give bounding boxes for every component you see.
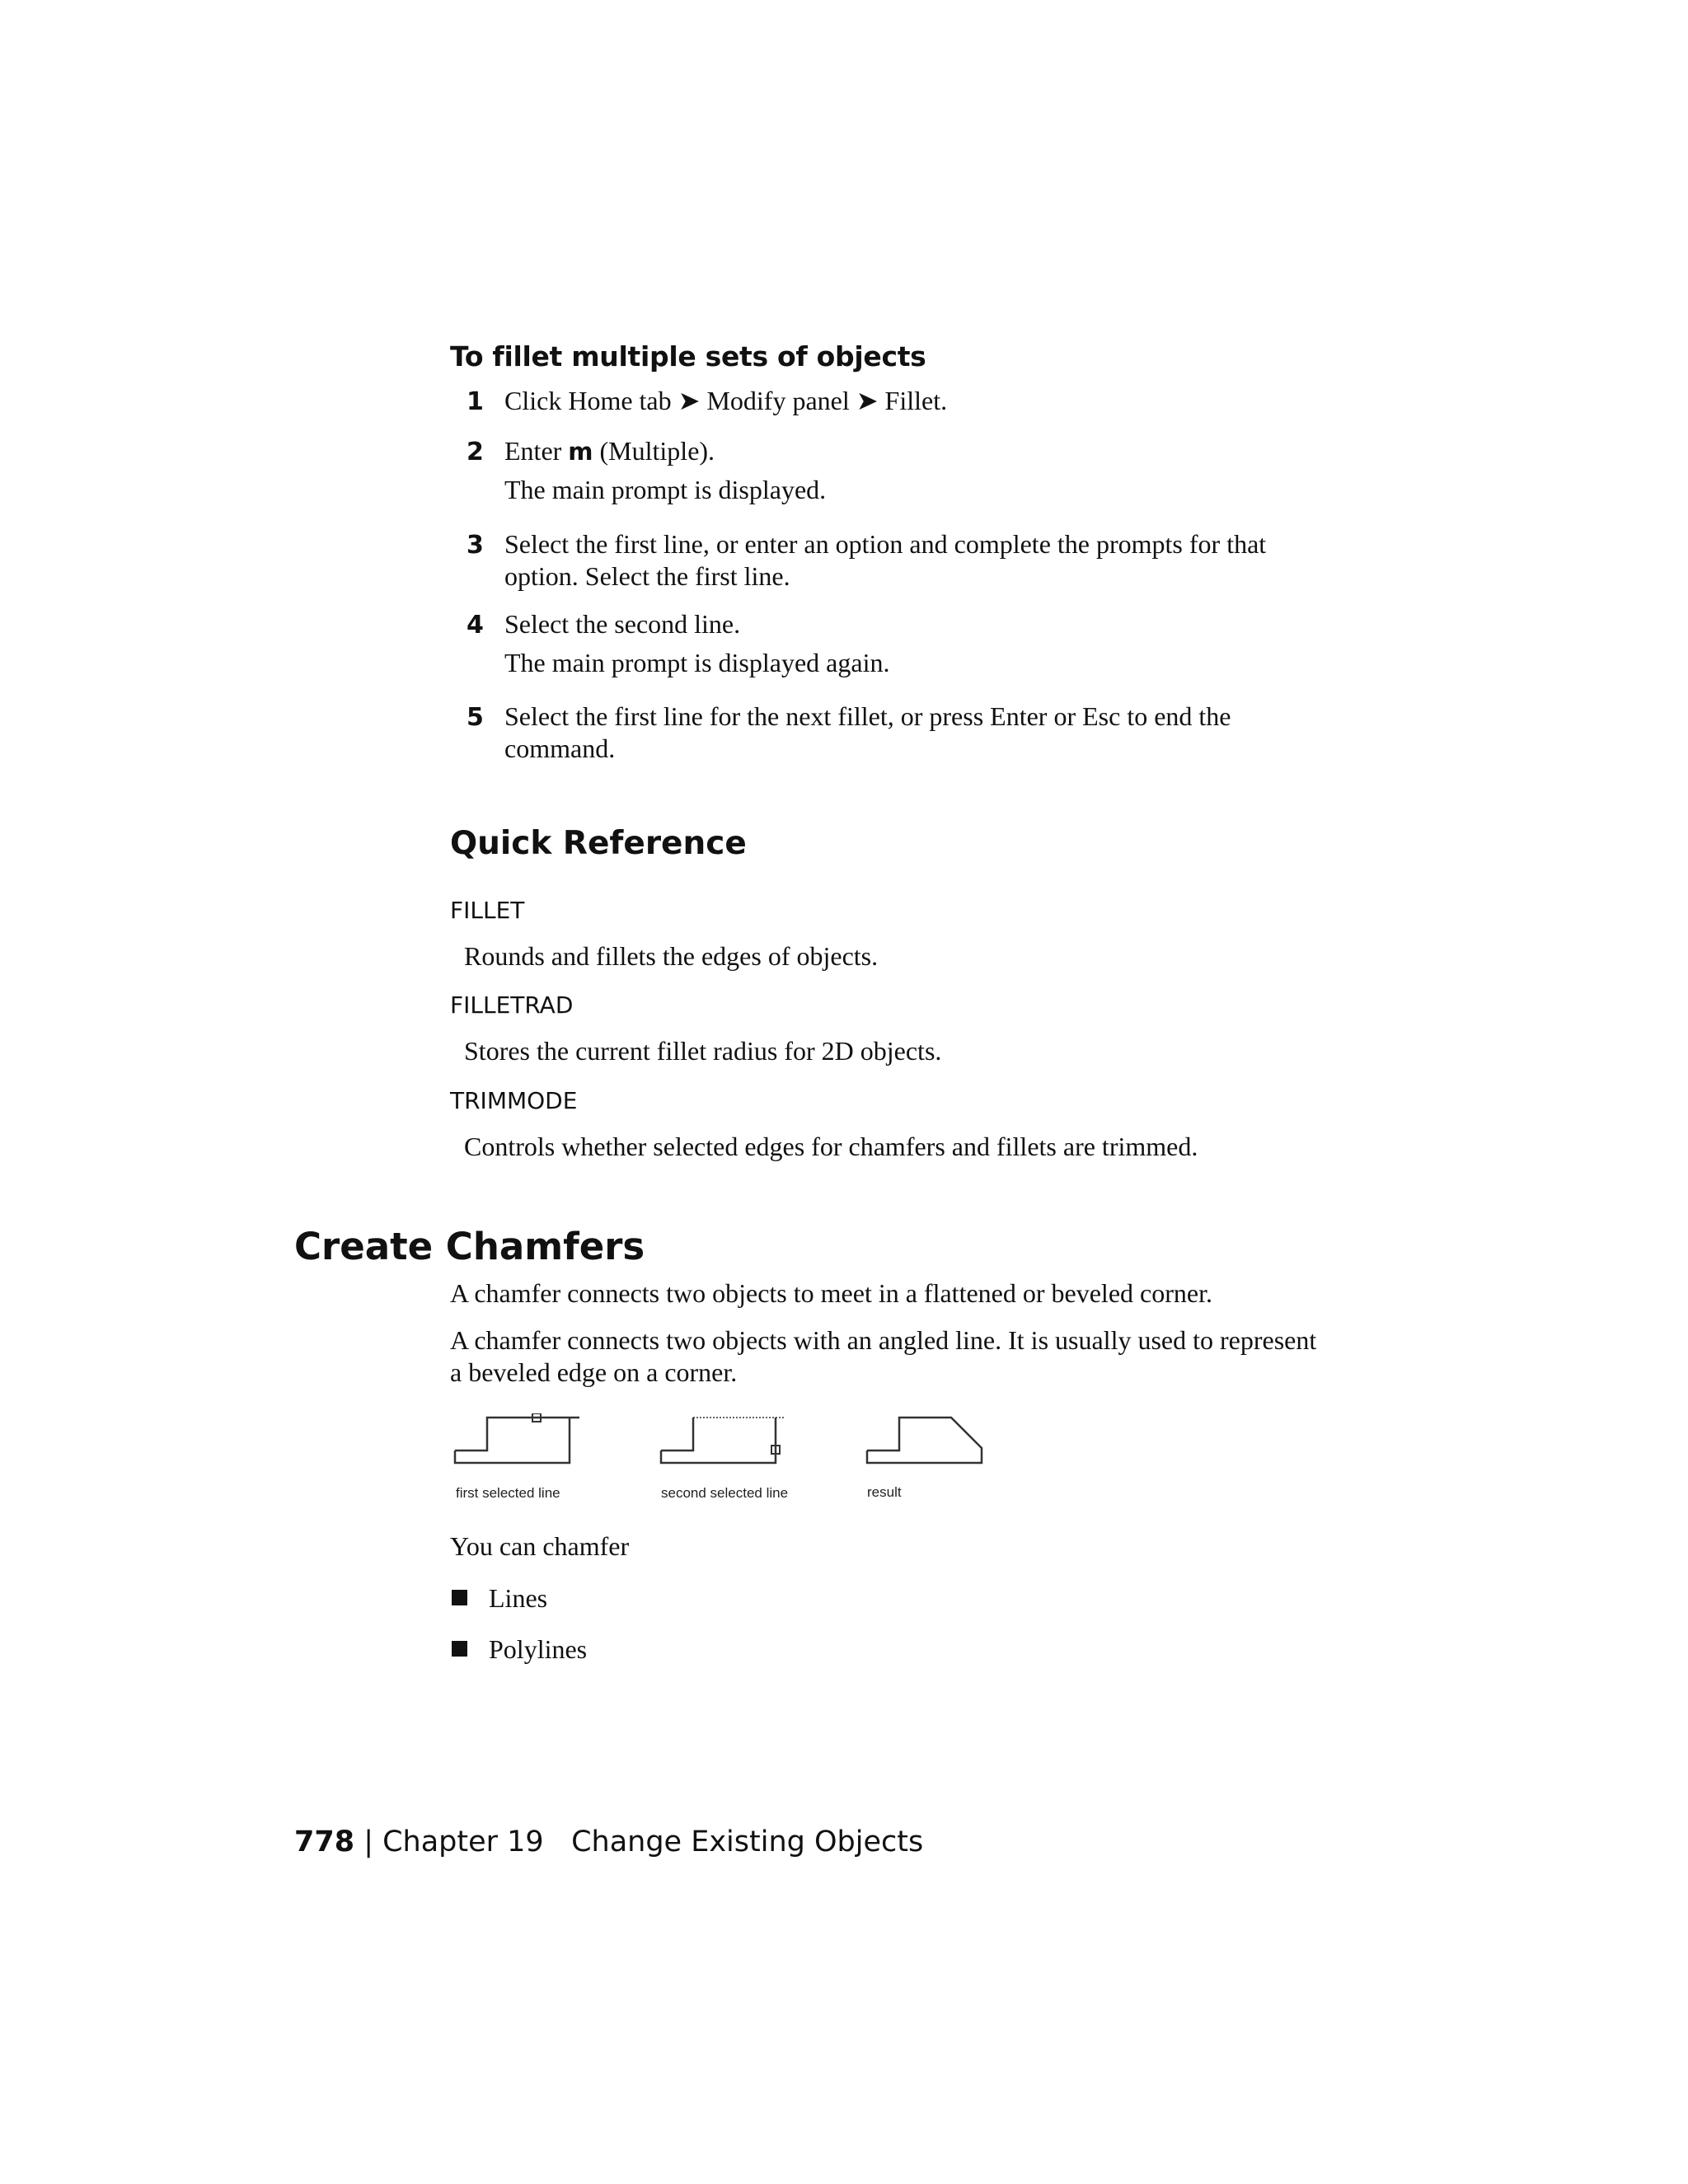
figure-caption: first selected line [456,1485,560,1501]
command-input: m [568,438,593,466]
list-item: Polylines [489,1634,588,1664]
paragraph: A chamfer connects two objects to meet in a flattened or beveled corner. [450,1278,1212,1308]
command-description: Controls whether selected edges for chamfers and fillets are trimmed. [464,1132,1198,1161]
step-text: Select the first line, or enter an option and complete the prompts for that option. Select the first line. [504,529,1267,591]
step-number: 3 [467,531,484,560]
bullet-square-icon [452,1641,467,1657]
step-number: 4 [467,611,484,640]
first-selected-line-diagram [455,1413,579,1463]
step-text [504,435,1337,468]
command-description: Stores the current fillet radius for 2D objects. [464,1036,942,1066]
command-term[interactable]: FILLET [450,897,525,924]
procedure-title: To fillet multiple sets of objects [450,340,926,373]
step-number: 2 [467,438,484,466]
quick-reference-heading: Quick Reference [450,825,747,862]
step-result: The main prompt is displayed. [504,475,827,504]
footer-separator: | [354,1825,383,1858]
command-term[interactable]: FILLETRAD [450,991,574,1019]
step-text: Select the second line. [504,609,741,639]
section-heading: Create Chamfers [294,1225,645,1268]
step-text: Click Home tab ➤ Modify panel ➤ Fillet. [504,386,948,415]
step-number: 1 [467,387,484,416]
step-number: 5 [467,703,484,732]
step-result: The main prompt is displayed again. [504,648,890,677]
step-text: Select the first line for the next fillet, or press Enter or Esc to end the command. [504,701,1231,763]
chapter-title: Change Existing Objects [571,1825,924,1858]
command-term[interactable]: TRIMMODE [450,1087,578,1114]
chapter-label: Chapter 19 [382,1825,544,1858]
page-footer [294,1825,923,1858]
list-item: Lines [489,1583,548,1613]
bullet-square-icon [452,1590,467,1605]
step-text-before: Enter [504,436,569,466]
paragraph: A chamfer connects two objects with an angled line. It is usually used to represent a beveled edge on a corner. [450,1325,1317,1387]
figure-caption: result [867,1484,902,1500]
command-description: Rounds and fillets the edges of objects. [464,941,879,971]
figure-caption: second selected line [661,1485,789,1501]
list-intro: You can chamfer [450,1531,630,1561]
result-diagram [867,1418,982,1463]
second-selected-line-diagram [661,1418,784,1463]
step-text-after: (Multiple). [593,436,715,466]
page-number: 778 [294,1825,355,1858]
chamfer-figure [450,1413,994,1508]
